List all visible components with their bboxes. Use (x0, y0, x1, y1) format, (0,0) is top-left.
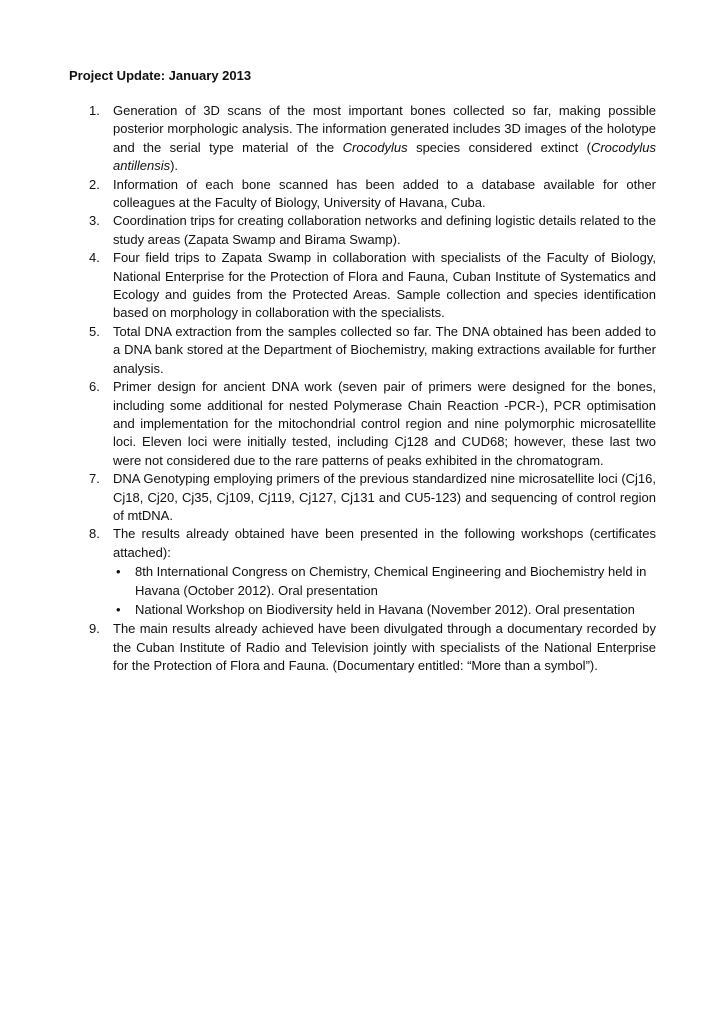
bullet-icon: • (116, 564, 121, 580)
list-item (69, 176, 656, 213)
list-item-text (113, 249, 656, 323)
list-item-text (113, 176, 656, 213)
list-item-text (113, 620, 656, 675)
list-item-number: 3. (89, 213, 100, 229)
bullet-icon: • (116, 601, 121, 617)
list-item-text (113, 212, 656, 249)
text-run: Primer design for ancient DNA work (seven pair of primers were designed for the bones, including some additional for nested Polymerase Chain Reaction -PCR-), PCR optimisation and implementation for the mitochondrial control region and nine polymorphic microsatellite loci. Eleven loci were initially tested, including Cj128 and CUD68; however, these last two were not considered due to the rare patterns of peaks exhibited in the chromatogram. (113, 379, 656, 468)
text-run: ). (170, 158, 179, 174)
list-item-number: 7. (89, 471, 100, 487)
list-item (69, 323, 656, 378)
bullet-item (113, 601, 656, 619)
italic-text: Crocodylus (342, 139, 408, 155)
list-item-number: 8. (89, 526, 100, 542)
list-item (69, 212, 656, 249)
text-run: species considered extinct ( (407, 139, 591, 155)
bullet-text: National Workshop on Biodiversity held in Havana (November 2012). Oral presentation (135, 601, 635, 617)
bullet-item (113, 563, 656, 600)
list-item-text (113, 323, 656, 378)
list-item-number: 1. (89, 103, 100, 118)
list-item-text (113, 470, 656, 525)
italic-text: Crocodylus antillensis (113, 139, 656, 174)
list-item (69, 102, 656, 176)
page-title: Project Update: January 2013 (69, 68, 252, 83)
list-item-number: 5. (89, 323, 100, 339)
text-run: Information of each bone scanned has been added to a database available for other colleagues at the Faculty of Biology, University of Havana, Cuba. (113, 176, 656, 211)
workshop-list (113, 563, 656, 619)
text-run: Coordination trips for creating collaboration networks and defining logistic details related to the study areas (Zapata Swamp and Birama Swamp). (113, 213, 656, 247)
text-run: Four field trips to Zapata Swamp in collaboration with specialists of the Faculty of Biology, National Enterprise for the Protection of Flora and Fauna, Cuban Institute of Systematics and Ecology and guides from the Protected Areas. Sample collection and species identification based on morphology in collaboration with the specialists. (113, 250, 656, 321)
text-run: Total DNA extraction from the samples collected so far. The DNA obtained has been added to a DNA bank stored at the Department of Biochemistry, making extractions available for further analysis. (113, 323, 656, 376)
bullet-text: 8th International Congress on Chemistry, Chemical Engineering and Biochemistry held in Havana (October 2012). Oral presentation (135, 564, 647, 598)
text-run: Generation of 3D scans of the most important bones collected so far, making possible posterior morphologic analysis. The information generated includes 3D images of the holotype and the serial type material of the (113, 103, 656, 155)
list-item-number: 9. (89, 621, 100, 637)
list-item (69, 378, 656, 470)
list-item-text (113, 525, 656, 562)
list-item-number: 2. (89, 176, 100, 192)
list-item (69, 249, 656, 323)
list-item-number: 4. (89, 250, 100, 266)
text-run: The main results already achieved have been divulgated through a documentary recorded by the Cuban Institute of Radio and Television jointly with specialists of the National Enterprise for the Protection of Flora and Fauna. (Documentary entitled: “More than a symbol”). (113, 621, 656, 674)
list-item-text (113, 102, 656, 176)
text-run: DNA Genotyping employing primers of the previous standardized nine microsatellite loci (Cj16, Cj18, Cj20, Cj35, Cj109, Cj119, Cj127, Cj131 and CU5-123) and sequencing of control region of mtDNA. (113, 471, 656, 523)
update-list (69, 102, 656, 676)
list-item (69, 620, 656, 675)
list-item-text (113, 378, 656, 470)
list-item (69, 525, 656, 619)
list-item-number: 6. (89, 379, 100, 395)
text-run: The results already obtained have been presented in the following workshops (certificates attached): (113, 526, 656, 560)
list-item (69, 470, 656, 525)
